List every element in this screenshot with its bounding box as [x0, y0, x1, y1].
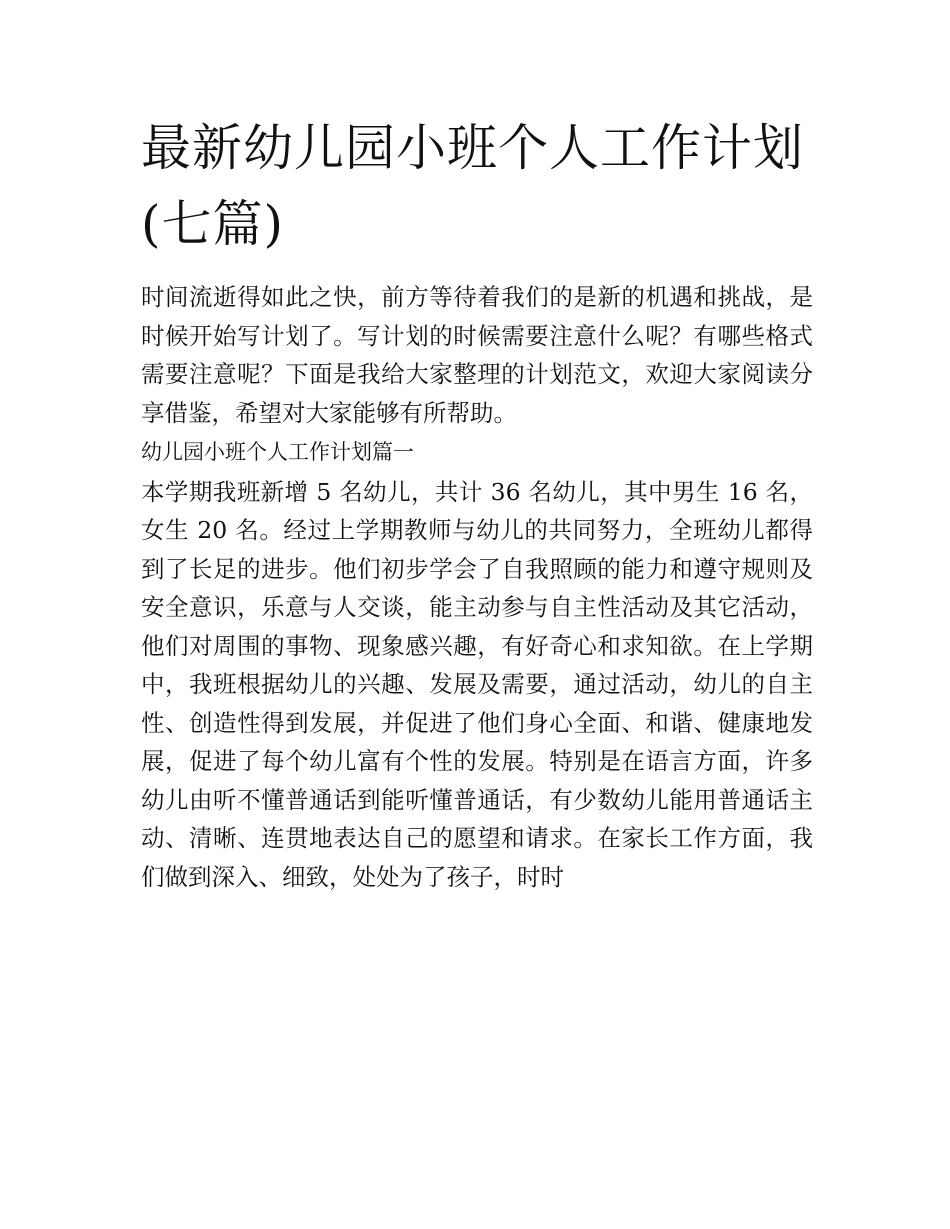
- document-title: 最新幼儿园小班个人工作计划(七篇): [141, 119, 804, 253]
- document-page: [141, 110, 813, 897]
- section-heading: 幼儿园小班个人工作计划篇一: [141, 440, 414, 464]
- intro-paragraph: 时间流逝得如此之快，前方等待着我们的是新的机遇和挑战，是时候开始写计划了。写计划的时候需要注意什么呢？有哪些格式需要注意呢？下面是我给大家整理的计划范文，欢迎大家阅读分享借鉴，希望对大家能够有所帮助。: [141, 283, 813, 427]
- body-paragraph: 本学期我班新增 5 名幼儿，共计 36 名幼儿，其中男生 16 名，女生 20 名。经过上学期教师与幼儿的共同努力，全班幼儿都得到了长足的进步。他们初步学会了自我照顾的能力和遵守规则及安全意识，乐意与人交谈，能主动参与自主性活动及其它活动，他们对周围的事物、现象感兴趣，有好奇心和求知欲。在上学期中，我班根据幼儿的兴趣、发展及需要，通过活动，幼儿的自主性、创造性得到发展，并促进了他们身心全面、和谐、健康地发展，促进了每个幼儿富有个性的发展。特别是在语言方面，许多幼儿由听不懂普通话到能听懂普通话，有少数幼儿能用普通话主动、清晰、连贯地表达自己的愿望和请求。在家长工作方面，我们做到深入、细致，处处为了孩子，时时: [141, 477, 813, 891]
